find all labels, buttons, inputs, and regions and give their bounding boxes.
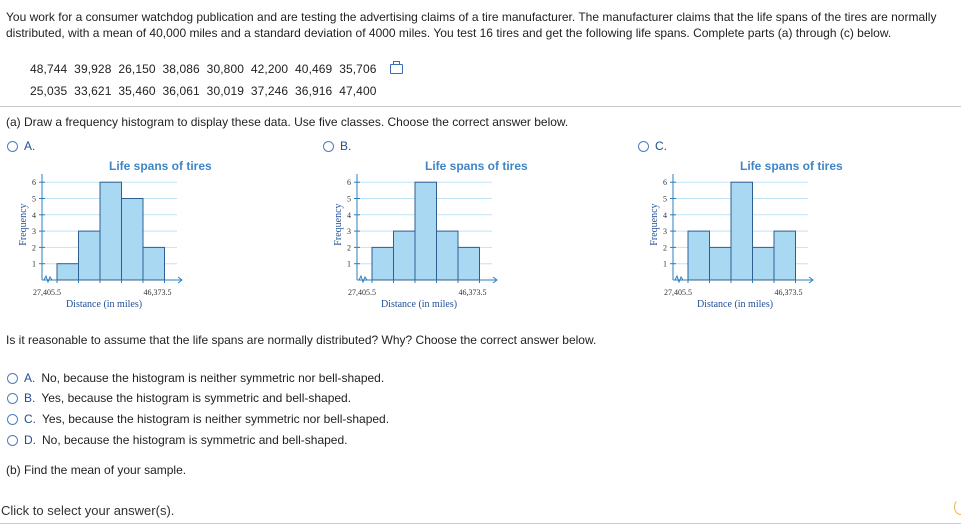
histogram-choice-b[interactable]: [323, 139, 351, 153]
radio-icon[interactable]: [7, 393, 18, 404]
answer-letter: C.: [24, 412, 36, 426]
histogram-bar: [774, 231, 796, 280]
x-tick-label-left: 27,405.5: [664, 288, 692, 297]
y-tick-label: 3: [663, 227, 667, 237]
radio-icon[interactable]: [7, 373, 18, 384]
histogram-bar: [437, 231, 459, 280]
histogram-bar: [394, 231, 416, 280]
x-axis-label: Distance (in miles): [380, 299, 458, 310]
radio-icon[interactable]: [7, 435, 18, 446]
answer-option-b[interactable]: [7, 391, 351, 405]
data-row-2: 25,035 33,621 35,460 36,061 30,019 37,246 36,916 47,400: [30, 84, 377, 98]
histogram-bar: [100, 182, 122, 280]
histogram-bar: [79, 231, 101, 280]
y-tick-label: 2: [32, 243, 36, 253]
bottom-divider: [0, 523, 961, 524]
choice-letter: A.: [24, 139, 36, 153]
section-divider: [0, 106, 961, 107]
y-tick-label: 5: [347, 194, 351, 204]
data-row-1: [30, 62, 403, 76]
answer-text: Yes, because the histogram is neither symmetric nor bell-shaped.: [42, 412, 390, 426]
answer-letter: A.: [24, 371, 36, 385]
histogram-bar: [753, 247, 775, 280]
radio-icon[interactable]: [7, 141, 18, 152]
histogram-a-title: Life spans of tires: [109, 159, 212, 173]
x-tick-label-right: 46,373.5: [458, 288, 487, 297]
x-tick-label-right: 46,373.5: [143, 288, 172, 297]
y-tick-label: 1: [347, 259, 351, 269]
answer-option-c[interactable]: [7, 412, 389, 426]
choice-letter: B.: [340, 139, 352, 153]
problem-intro: You work for a consumer watchdog publication and are testing the advertising claims of a tire manufacturer. The manufacturer claims that the life spans of the tires are normally distributed, with a mean of 40,000 miles and a standard deviation of 4000 miles. You test 16 tires and get the following life spans. Complete parts (a) through (c) below.: [6, 10, 937, 40]
y-tick-label: 2: [347, 243, 351, 253]
histogram-bar: [372, 247, 394, 280]
y-tick-label: 2: [663, 243, 667, 253]
copy-data-icon[interactable]: [390, 64, 403, 74]
y-tick-label: 3: [347, 227, 351, 237]
x-axis-label: Distance (in miles): [65, 299, 143, 310]
histogram-c[interactable]: [645, 174, 815, 319]
histogram-bar: [688, 231, 710, 280]
choice-letter: C.: [655, 139, 667, 153]
answer-text: No, because the histogram is neither symmetric nor bell-shaped.: [41, 371, 385, 385]
histogram-bar: [710, 247, 732, 280]
x-axis-label: Distance (in miles): [696, 299, 774, 310]
radio-icon[interactable]: [638, 141, 649, 152]
part-a-question: (a) Draw a frequency histogram to display these data. Use five classes. Choose the correct answer below.: [6, 115, 569, 129]
histogram-a[interactable]: [14, 174, 184, 319]
y-tick-label: 4: [32, 210, 36, 220]
answer-option-d[interactable]: [7, 433, 347, 447]
y-tick-label: 4: [663, 210, 667, 220]
data-row-1-values: 48,744 39,928 26,150 38,086 30,800 42,200 40,469 35,706: [30, 62, 377, 76]
x-tick-label-left: 27,405.5: [348, 288, 376, 297]
y-tick-label: 3: [32, 227, 36, 237]
part-b-question: (b) Find the mean of your sample.: [6, 463, 187, 477]
help-indicator-icon[interactable]: [954, 499, 961, 515]
y-tick-label: 1: [663, 259, 667, 269]
y-tick-label: 5: [663, 194, 667, 204]
histogram-bar: [458, 247, 480, 280]
radio-icon[interactable]: [323, 141, 334, 152]
y-tick-label: 5: [32, 194, 36, 204]
histogram-choice-c[interactable]: [638, 139, 667, 153]
y-axis-label: Frequency: [333, 203, 344, 246]
answer-text: Yes, because the histogram is symmetric and bell-shaped.: [41, 391, 352, 405]
axis-break-icon: [44, 276, 52, 282]
answer-letter: D.: [24, 433, 36, 447]
y-tick-label: 4: [347, 210, 351, 220]
y-tick-label: 6: [32, 178, 36, 188]
x-tick-label-right: 46,373.5: [774, 288, 803, 297]
histogram-bar: [731, 182, 753, 280]
histogram-bar: [415, 182, 437, 280]
x-tick-label-left: 27,405.5: [33, 288, 61, 297]
histogram-choice-a[interactable]: [7, 139, 35, 153]
histogram-bar: [143, 247, 165, 280]
part-a-question-2: Is it reasonable to assume that the life spans are normally distributed? Why? Choose the correct answer below.: [6, 333, 597, 347]
histogram-bar: [122, 199, 144, 281]
histogram-b[interactable]: [329, 174, 499, 319]
y-tick-label: 6: [347, 178, 351, 188]
y-axis-label: Frequency: [649, 203, 660, 246]
histogram-b-title: Life spans of tires: [425, 159, 528, 173]
histogram-c-title: Life spans of tires: [740, 159, 843, 173]
answer-text: No, because the histogram is symmetric and bell-shaped.: [42, 433, 348, 447]
status-bar: Click to select your answer(s).: [1, 503, 175, 518]
radio-icon[interactable]: [7, 414, 18, 425]
axis-break-icon: [359, 276, 367, 282]
answer-option-a[interactable]: [7, 371, 384, 385]
histogram-bar: [57, 264, 79, 280]
y-tick-label: 1: [32, 259, 36, 269]
y-axis-label: Frequency: [18, 203, 29, 246]
answer-letter: B.: [24, 391, 36, 405]
y-tick-label: 6: [663, 178, 667, 188]
axis-break-icon: [675, 276, 683, 282]
